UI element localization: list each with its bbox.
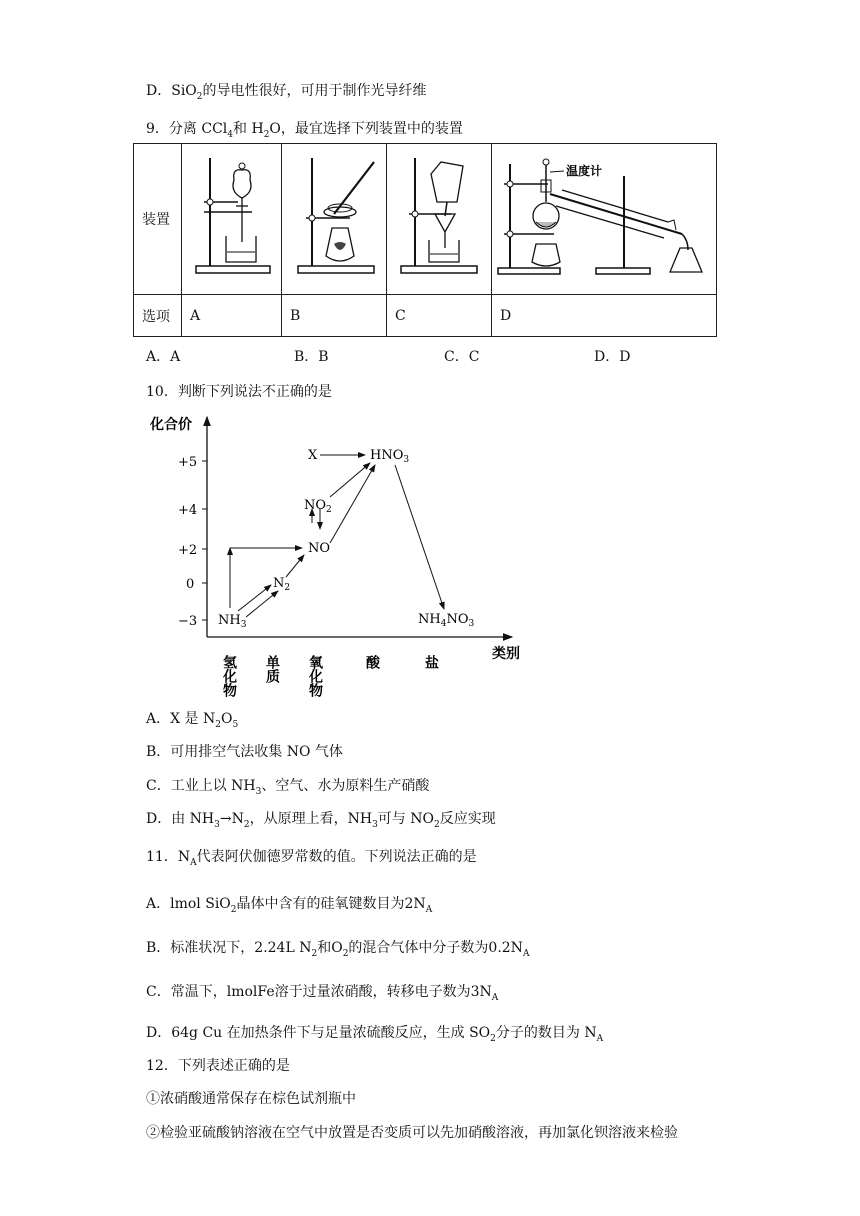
q11-stem: 11．$N_A$代表阿伏伽德罗常数的值。下列说法正确的是 xyxy=(146,849,477,868)
x-category-acid: 酸 xyxy=(364,655,380,669)
q8-option-d: D．SiO$_2$的导电性很好，可用于制作光导纤维 xyxy=(146,83,427,102)
species-n2: N xyxy=(273,576,285,591)
species-no: NO xyxy=(308,541,331,556)
y-axis-title: 化合价 xyxy=(150,417,192,433)
q9-answer-b: B．B xyxy=(294,349,329,365)
option-cell-c: C xyxy=(387,295,492,337)
apparatus-c-figure xyxy=(387,144,492,295)
q11-option-a: A．lmol SiO$_2$晶体中含有的硅氧键数目为$2N_A$ xyxy=(146,896,433,915)
q10-stem: 10．判断下列说法不正确的是 xyxy=(146,384,332,400)
apparatus-a-figure xyxy=(182,144,282,295)
row-label-option: 选项 xyxy=(134,295,182,337)
apparatus-table xyxy=(133,143,717,337)
svg-text:HNO3: $HNO_3$ xyxy=(370,448,410,465)
apparatus-b-figure xyxy=(282,144,387,295)
y-tick-plus2: +2 xyxy=(178,543,198,558)
q10-option-c: C．工业上以 $NH_3$、空气、水为原料生产硝酸 xyxy=(146,778,430,797)
row-label-apparatus: 装置 xyxy=(134,144,182,295)
species-nh4no3-a: NH xyxy=(418,612,441,627)
q11-option-d: D．64g Cu 在加热条件下与足量浓硫酸反应，生成 $SO_2$分子的数目为 $N_A$ xyxy=(146,1025,604,1044)
svg-text:N2: $N_2$ xyxy=(273,576,291,593)
q10-option-d: D．由 $NH_3\to N_2$，从原理上看，$NH_3$可与 $NO_2$反应实现 xyxy=(146,811,496,830)
x-axis-title: 类别 xyxy=(492,646,520,662)
apparatus-d-figure xyxy=(492,144,717,295)
q12-item-1: ①浓硝酸通常保存在棕色试剂瓶中 xyxy=(146,1091,356,1107)
q12-item-2: ②检验亚硫酸钠溶液在空气中放置是否变质可以先加硝酸溶液，再加氯化钡溶液来检验 xyxy=(146,1125,678,1141)
y-tick-plus4: +4 xyxy=(178,503,198,518)
valence-category-diagram xyxy=(150,405,530,700)
species-nh3: NH xyxy=(218,613,241,628)
species-nh4no3-b: NO xyxy=(446,612,469,627)
q9-answer-d: D．D xyxy=(594,349,631,365)
q9-answer-c: C．C xyxy=(444,349,480,365)
y-tick-plus5: +5 xyxy=(178,455,198,470)
q9-answer-a: A．A xyxy=(146,349,181,365)
option-cell-b: B xyxy=(282,295,387,337)
x-category-oxide: 氧化物 xyxy=(307,655,323,697)
y-tick-minus3: −3 xyxy=(178,614,198,629)
q11-option-b: B．标准状况下，2.24L $N_2$和$O_2$的混合气体中分子数为$0.2N_A$ xyxy=(146,940,530,959)
q12-stem: 12．下列表述正确的是 xyxy=(146,1058,290,1074)
x-category-salt: 盐 xyxy=(423,655,439,669)
option-cell-d: D xyxy=(492,295,717,337)
x-category-element: 单质 xyxy=(264,655,280,683)
x-category-hydride: 氢化物 xyxy=(221,655,237,697)
species-no2: NO xyxy=(304,498,327,513)
q10-option-a: A．X 是 $N_2O_5$ xyxy=(146,711,239,730)
svg-text:NH4NO3: $NH_4NO_3$ xyxy=(418,612,475,629)
svg-text:NO2: $NO_2$ xyxy=(304,498,332,515)
q11-option-c: C．常温下，lmolFe溶于过量浓硝酸，转移电子数为$3N_A$ xyxy=(146,984,499,1003)
option-cell-a: A xyxy=(182,295,282,337)
q9-stem: 9．分离 CCl$_4$和 $H_2O$，最宜选择下列装置中的装置 xyxy=(146,121,463,140)
thermometer-label: 温度计 xyxy=(566,164,603,178)
y-tick-zero: 0 xyxy=(186,577,195,592)
species-hno3: HNO xyxy=(370,448,404,463)
svg-text:NH3: $NH_3$ xyxy=(218,613,247,630)
q10-option-b: B．可用排空气法收集 NO 气体 xyxy=(146,744,343,760)
species-x: X xyxy=(308,448,318,463)
